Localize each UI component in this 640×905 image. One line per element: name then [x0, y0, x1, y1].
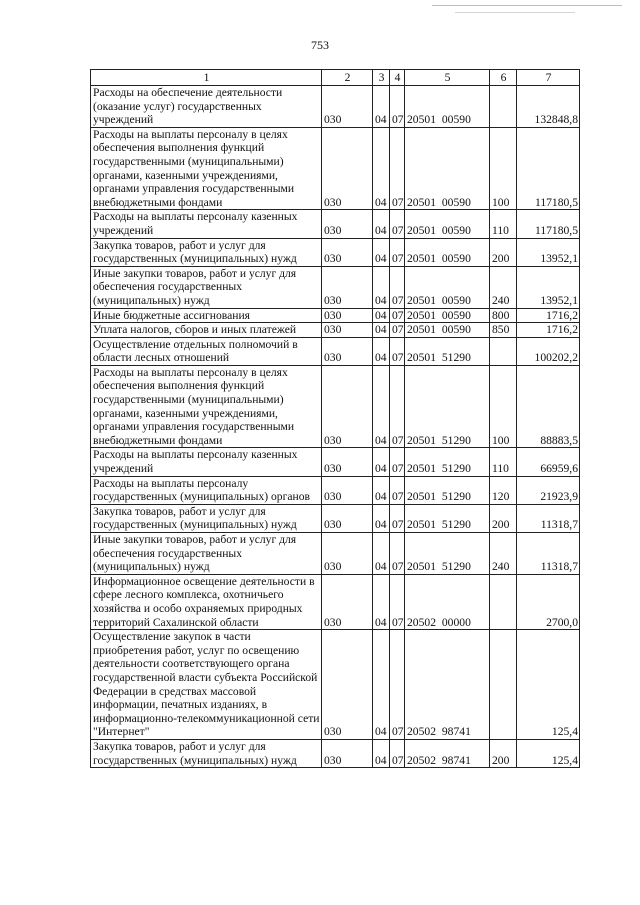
expense-type-cell: 850: [490, 323, 517, 338]
subsection-code-cell: 07: [390, 86, 405, 128]
expense-type-cell: 240: [490, 533, 517, 575]
subsection-code-cell: 07: [390, 127, 405, 210]
expense-name-cell: Иные закупки товаров, работ и услуг для обеспечения государственных (муниципальных) нужд: [91, 266, 322, 308]
expense-name-cell: Информационное освещение деятельности в сфере лесного комплекса, охотничьего хозяйства и особо охраняемых природных территорий Сахалинской области: [91, 574, 322, 629]
expense-type-cell: 800: [490, 308, 517, 323]
budget-table: [90, 69, 580, 768]
expense-type-cell: 110: [490, 210, 517, 238]
section-code-cell: 04: [373, 337, 390, 365]
subsection-code-cell: 07: [390, 337, 405, 365]
admin-code-cell: 030: [322, 86, 373, 128]
expense-name-cell: Осуществление закупок в части приобретения работ, услуг по освещению деятельности соответствующего органа государственной власти субъекта Российской Федерации в средствах массовой информации, печатных изданиях, в информационно-телекоммуникационной сети "Интернет": [91, 630, 322, 740]
expense-type-cell: 200: [490, 739, 517, 767]
table-row: [91, 266, 580, 308]
expense-type-cell: 100: [490, 365, 517, 448]
table-header-row: [91, 70, 580, 86]
column-header: 3: [373, 70, 390, 86]
expense-name-cell: Закупка товаров, работ и услуг для государственных (муниципальных) нужд: [91, 739, 322, 767]
admin-code-cell: 030: [322, 574, 373, 629]
section-code-cell: 04: [373, 308, 390, 323]
amount-cell: 1716,2: [517, 323, 580, 338]
target-article-cell: 20502 98741: [405, 739, 490, 767]
target-article-cell: 20501 00590: [405, 127, 490, 210]
amount-cell: 21923,9: [517, 476, 580, 504]
expense-type-cell: 100: [490, 127, 517, 210]
subsection-code-cell: 07: [390, 504, 405, 532]
table-row: [91, 739, 580, 767]
section-code-cell: 04: [373, 533, 390, 575]
amount-cell: 117180,5: [517, 210, 580, 238]
subsection-code-cell: 07: [390, 574, 405, 629]
target-article-cell: 20501 51290: [405, 504, 490, 532]
admin-code-cell: 030: [322, 323, 373, 338]
amount-cell: 11318,7: [517, 504, 580, 532]
admin-code-cell: 030: [322, 476, 373, 504]
subsection-code-cell: 07: [390, 210, 405, 238]
expense-name-cell: Расходы на выплаты персоналу казенных учреждений: [91, 210, 322, 238]
table-row: [91, 533, 580, 575]
subsection-code-cell: 07: [390, 448, 405, 476]
admin-code-cell: 030: [322, 365, 373, 448]
subsection-code-cell: 07: [390, 739, 405, 767]
subsection-code-cell: 07: [390, 308, 405, 323]
expense-name-cell: Иные бюджетные ассигнования: [91, 308, 322, 323]
target-article-cell: 20501 51290: [405, 476, 490, 504]
column-header: 1: [91, 70, 322, 86]
table-row: [91, 448, 580, 476]
section-code-cell: 04: [373, 238, 390, 266]
subsection-code-cell: 07: [390, 630, 405, 740]
amount-cell: 117180,5: [517, 127, 580, 210]
admin-code-cell: 030: [322, 210, 373, 238]
amount-cell: 13952,1: [517, 238, 580, 266]
expense-type-cell: [490, 86, 517, 128]
admin-code-cell: 030: [322, 127, 373, 210]
table-row: [91, 504, 580, 532]
amount-cell: 13952,1: [517, 266, 580, 308]
section-code-cell: 04: [373, 739, 390, 767]
subsection-code-cell: 07: [390, 476, 405, 504]
amount-cell: 11318,7: [517, 533, 580, 575]
column-header: 5: [405, 70, 490, 86]
column-header: 4: [390, 70, 405, 86]
column-header: 7: [517, 70, 580, 86]
subsection-code-cell: 07: [390, 238, 405, 266]
target-article-cell: 20501 00590: [405, 266, 490, 308]
table-row: [91, 337, 580, 365]
section-code-cell: 04: [373, 574, 390, 629]
target-article-cell: 20501 00590: [405, 308, 490, 323]
target-article-cell: 20501 51290: [405, 533, 490, 575]
target-article-cell: 20501 00590: [405, 210, 490, 238]
expense-type-cell: 200: [490, 504, 517, 532]
amount-cell: 132848,8: [517, 86, 580, 128]
amount-cell: 125,4: [517, 630, 580, 740]
expense-type-cell: [490, 337, 517, 365]
section-code-cell: 04: [373, 266, 390, 308]
table-row: [91, 127, 580, 210]
expense-name-cell: Расходы на выплаты персоналу казенных учреждений: [91, 448, 322, 476]
section-code-cell: 04: [373, 504, 390, 532]
section-code-cell: 04: [373, 630, 390, 740]
expense-name-cell: Закупка товаров, работ и услуг для государственных (муниципальных) нужд: [91, 238, 322, 266]
table-row: [91, 238, 580, 266]
table-row: [91, 476, 580, 504]
expense-type-cell: 110: [490, 448, 517, 476]
amount-cell: 88883,5: [517, 365, 580, 448]
expense-type-cell: [490, 574, 517, 629]
subsection-code-cell: 07: [390, 533, 405, 575]
expense-type-cell: 120: [490, 476, 517, 504]
target-article-cell: 20502 98741: [405, 630, 490, 740]
target-article-cell: 20502 00000: [405, 574, 490, 629]
column-header: 6: [490, 70, 517, 86]
table-row: [91, 630, 580, 740]
expense-name-cell: Уплата налогов, сборов и иных платежей: [91, 323, 322, 338]
expense-name-cell: Осуществление отдельных полномочий в области лесных отношений: [91, 337, 322, 365]
expense-name-cell: Расходы на выплаты персоналу государственных (муниципальных) органов: [91, 476, 322, 504]
table-row: [91, 308, 580, 323]
column-header: 2: [322, 70, 373, 86]
admin-code-cell: 030: [322, 266, 373, 308]
amount-cell: 125,4: [517, 739, 580, 767]
target-article-cell: 20501 00590: [405, 86, 490, 128]
amount-cell: 2700,0: [517, 574, 580, 629]
expense-type-cell: 200: [490, 238, 517, 266]
subsection-code-cell: 07: [390, 365, 405, 448]
target-article-cell: 20501 00590: [405, 323, 490, 338]
admin-code-cell: 030: [322, 308, 373, 323]
page-number: 753: [311, 38, 329, 52]
expense-type-cell: [490, 630, 517, 740]
expense-name-cell: Закупка товаров, работ и услуг для государственных (муниципальных) нужд: [91, 504, 322, 532]
table-row: [91, 365, 580, 448]
section-code-cell: 04: [373, 127, 390, 210]
table-header: [91, 70, 580, 86]
section-code-cell: 04: [373, 448, 390, 476]
amount-cell: 1716,2: [517, 308, 580, 323]
target-article-cell: 20501 51290: [405, 337, 490, 365]
table-body: [91, 86, 580, 768]
expense-name-cell: Расходы на выплаты персоналу в целях обеспечения выполнения функций государственными (муниципальными) органами, казенными учреждениями, органами управления государственными внебюджетными фондами: [91, 127, 322, 210]
target-article-cell: 20501 51290: [405, 365, 490, 448]
table-row: [91, 86, 580, 128]
admin-code-cell: 030: [322, 630, 373, 740]
amount-cell: 100202,2: [517, 337, 580, 365]
amount-cell: 66959,6: [517, 448, 580, 476]
table-row: [91, 323, 580, 338]
expense-name-cell: Расходы на обеспечение деятельности (оказание услуг) государственных учреждений: [91, 86, 322, 128]
table-row: [91, 210, 580, 238]
section-code-cell: 04: [373, 86, 390, 128]
expense-name-cell: Иные закупки товаров, работ и услуг для обеспечения государственных (муниципальных) нужд: [91, 533, 322, 575]
table-row: [91, 574, 580, 629]
admin-code-cell: 030: [322, 337, 373, 365]
section-code-cell: 04: [373, 210, 390, 238]
target-article-cell: 20501 51290: [405, 448, 490, 476]
expense-type-cell: 240: [490, 266, 517, 308]
admin-code-cell: 030: [322, 448, 373, 476]
subsection-code-cell: 07: [390, 323, 405, 338]
admin-code-cell: 030: [322, 739, 373, 767]
section-code-cell: 04: [373, 323, 390, 338]
admin-code-cell: 030: [322, 504, 373, 532]
section-code-cell: 04: [373, 476, 390, 504]
expense-name-cell: Расходы на выплаты персоналу в целях обеспечения выполнения функций государственными (муниципальными) органами, казенными учреждениями, органами управления государственными внебюджетными фондами: [91, 365, 322, 448]
target-article-cell: 20501 00590: [405, 238, 490, 266]
scan-artifact-line: [455, 12, 575, 13]
section-code-cell: 04: [373, 365, 390, 448]
admin-code-cell: 030: [322, 533, 373, 575]
scan-artifact-line: [432, 5, 622, 6]
admin-code-cell: 030: [322, 238, 373, 266]
subsection-code-cell: 07: [390, 266, 405, 308]
